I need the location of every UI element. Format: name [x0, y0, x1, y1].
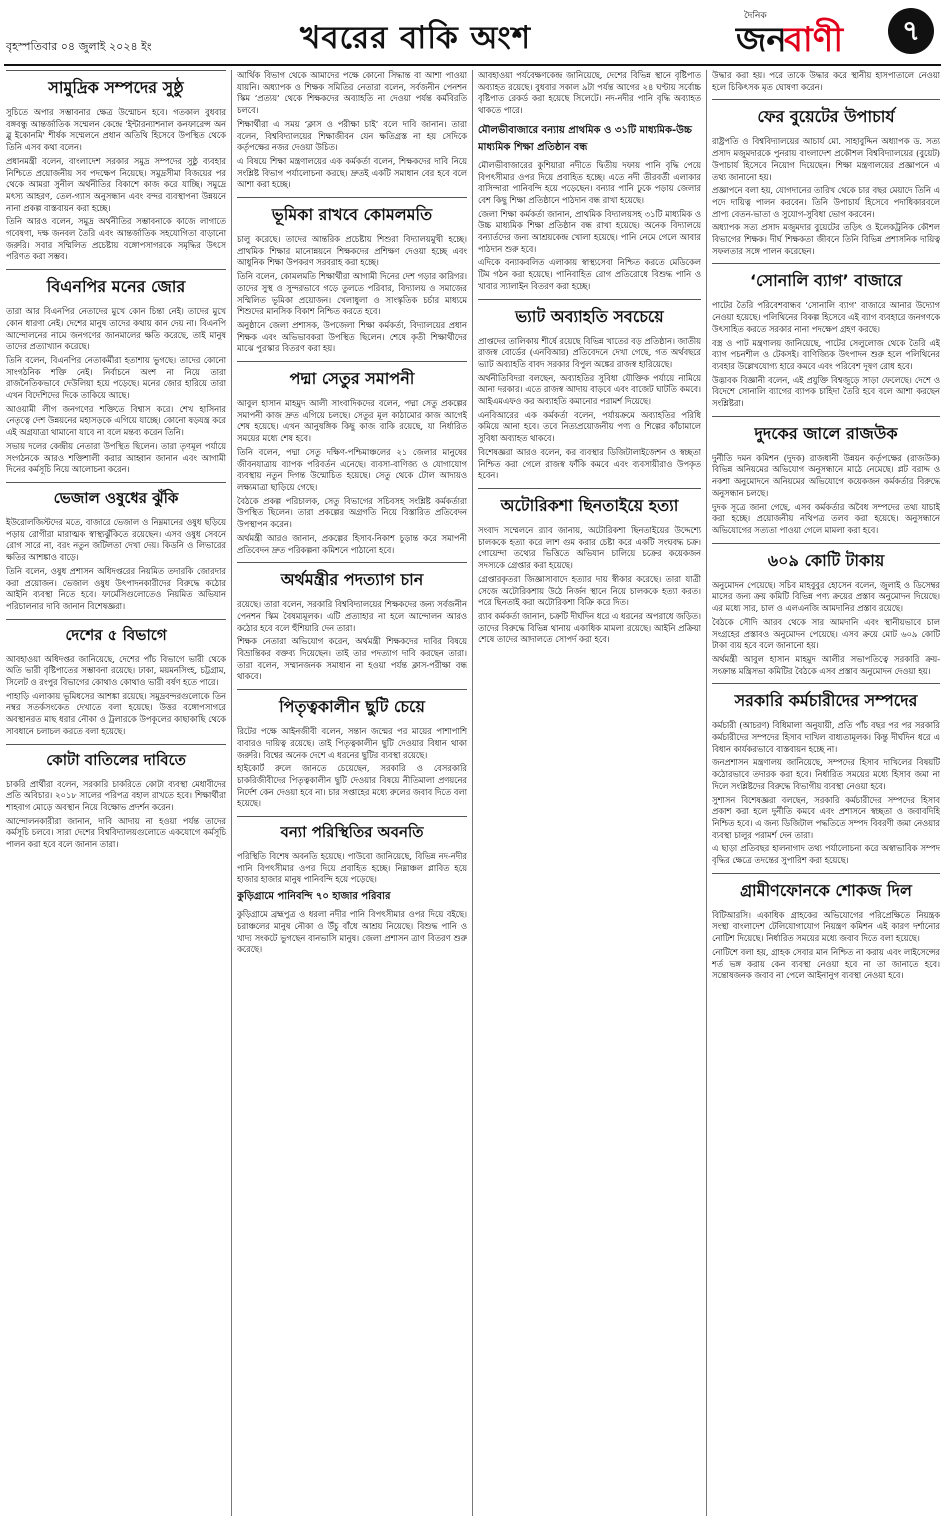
headline: ভূমিকা রাখবে কোমলমতি [237, 197, 467, 234]
paragraph: এদিকে বন্যাকবলিত এলাকায় স্বাস্থ্যসেবা নিশ্চিত করতে মেডিকেল টিম গঠন করা হয়েছে। পানিবাহিত রোগ প্রতিরোধে বিশুদ্ধ পানি ও খাবার স্যালাইন বিতরণ করা হচ্ছে। [478, 257, 701, 291]
paragraph: আবুল হাসান মাহমুদ আলী সাংবাদিকদের বলেন, পদ্মা সেতু প্রকল্পের সমাপনী কাজ দ্রুত এগিয়ে চলছে। সেতুর মূল কাঠামোর কাজ আগেই শেষ হয়েছে। এখন আনুষঙ্গিক কিছু কাজ বাকি রয়েছে, যা নির্ধারিত সময়ের মধ্যে শেষ হবে। [237, 398, 467, 444]
column-2 [237, 70, 467, 1516]
paragraph: নোটিশে বলা হয়, গ্রাহক সেবার মান নিশ্চিত না করায় এবং লাইসেন্সের শর্ত ভঙ্গ করায় কেন ব্যবস্থা নেওয়া হবে না তা জানাতে হবে। সন্তোষজনক জবাব না পেলে আইনানুগ ব্যবস্থা নেওয়া হবে। [712, 946, 940, 981]
article-a5 [6, 744, 226, 851]
paragraph: আন্দোলনকারীরা জানান, দাবি আদায় না হওয়া পর্যন্ত তাদের কর্মসূচি চলবে। সারা দেশের বিশ্ববিদ্যালয়গুলোতে একযোগে কর্মসূচি পালন করা হবে বলে জানান তারা। [6, 815, 226, 850]
paragraph: হাইকোর্ট রুলে জানতে চেয়েছেন, সরকারি ও বেসরকারি চাকরিজীবীদের পিতৃত্বকালীন ছুটি দেওয়ার বিষয়ে নীতিমালা প্রণয়নের নির্দেশ কেন দেওয়া হবে না। চার সপ্তাহের মধ্যে রুলের জবাব দিতে বলা হয়েছে। [237, 763, 467, 809]
headline: গ্রামীণফোনকে শোকজ দিল [712, 873, 940, 910]
paragraph: পরিস্থিতি বিশেষ অবনতি হয়েছে। পাউবো জানিয়েছে, বিভিন্ন নদ-নদীর পানি বিপৎসীমার ওপর দিয়ে প্রবাহিত হচ্ছে। নিম্নাঞ্চল প্লাবিত হয়ে হাজার হাজার মানুষ পানিবন্দি হয়ে পড়েছে। [237, 851, 467, 885]
paragraph: দুর্নীতি দমন কমিশন (দুদক) রাজধানী উন্নয়ন কর্তৃপক্ষের (রাজউক) বিভিন্ন অনিয়মের অভিযোগ অনুসন্ধানে মাঠে নেমেছে। প্লট বরাদ্দ ও নকশা অনুমোদনে অনিয়মের অভিযোগে কয়েকজন কর্মকর্তার বিরুদ্ধে অনুসন্ধান চলছে। [712, 452, 940, 498]
headline: বিএনপির মনের জোর [6, 269, 226, 306]
paragraph: পাটের তৈরি পরিবেশবান্ধব ‘সোনালি ব্যাগ’ বাজারে আনার উদ্যোগ নেওয়া হয়েছে। পলিথিনের বিকল্প হিসেবে এই ব্যাগ ব্যবহারে জনগণকে উৎসাহিত করতে সরকার নানা পদক্ষেপ গ্রহণ করছে। [712, 300, 940, 334]
paragraph: বস্ত্র ও পাট মন্ত্রণালয় জানিয়েছে, পাটের সেলুলোজ থেকে তৈরি এই ব্যাগ পচনশীল ও টেকসই। বাণিজ্যিক উৎপাদন শুরু হলে পলিথিনের ব্যবহার উল্লেখযোগ্য হারে কমবে এবং পরিবেশ দূষণ রোধ হবে। [712, 337, 940, 371]
paragraph: অর্থনীতিবিদরা বলছেন, অব্যাহতির সুবিধা যৌক্তিক পর্যায়ে নামিয়ে আনা দরকার। এতে রাজস্ব আদায় বাড়বে এবং বাজেট ঘাটতি কমবে। আইএমএফও কর অব্যাহতি কমানোর পরামর্শ দিয়েছে। [478, 372, 701, 407]
subheadline: মৌলভীবাজারে বন্যায় প্রাথমিক ও ৩১টি মাধ্যমিক-উচ্চ মাধ্যমিক শিক্ষা প্রতিষ্ঠান বন্ধ [478, 124, 692, 153]
headline: সামুদ্রিক সম্পদের সুষ্ঠু [6, 70, 226, 107]
paragraph: দুদক সূত্রে জানা গেছে, এসব কর্মকর্তার অবৈধ সম্পদের তথ্য যাচাই করা হচ্ছে। প্রয়োজনীয় নথিপত্র তলব করা হয়েছে। অনুসন্ধানে অভিযোগের সত্যতা পাওয়া গেলে মামলা করা হবে। [712, 501, 940, 535]
paragraph: রাষ্ট্রপতি ও বিশ্ববিদ্যালয়ের আচার্য মো. সাহাবুদ্দিন অধ্যাপক ড. সত্য প্রসাদ মজুমদারকে পুনরায় বাংলাদেশ প্রকৌশল বিশ্ববিদ্যালয়ের (বুয়েট) উপাচার্য হিসেবে নিয়োগ দিয়েছেন। শিক্ষা মন্ত্রণালয়ের প্রজ্ঞাপনে এ তথ্য জানানো হয়। [712, 136, 940, 182]
paragraph: ইউরোলজিস্টদের মতে, বাজারে ভেজাল ও নিম্নমানের ওষুধ ছড়িয়ে পড়ায় রোগীরা মারাত্মক স্বাস্থ্যঝুঁকিতে রয়েছেন। এসব ওষুধ সেবনে রোগ সারে না, বরং নতুন জটিলতা দেখা দেয়। কিডনি ও লিভারের ক্ষতির আশঙ্কাও বাড়ে। [6, 516, 226, 563]
headline: দেশের ৫ বিভাগে [6, 619, 226, 654]
article-b5 [237, 689, 467, 810]
logo-prefix: দৈনিক [744, 11, 767, 21]
article-c3 [478, 299, 701, 482]
paragraph: প্রজ্ঞাপনে বলা হয়, যোগদানের তারিখ থেকে চার বছর মেয়াদে তিনি এ পদে দায়িত্ব পালন করবেন। তিনি উপাচার্য হিসেবে পদাধিকারবলে প্রাপ্য বেতন-ভাতা ও সুযোগ-সুবিধা ভোগ করবেন। [712, 185, 940, 219]
paragraph: আওয়ামী লীগ জনগণের শক্তিতে বিশ্বাস করে। শেখ হাসিনার নেতৃত্বে দেশ উন্নয়নের মহাসড়কে এগিয়ে যাচ্ছে। কোনো ষড়যন্ত্র করে এই অগ্রযাত্রা থামানো যাবে না বলে মন্তব্য করেন তিনি। [6, 403, 226, 438]
column-divider [706, 70, 707, 1516]
paragraph: শিক্ষক নেতারা অভিযোগ করেন, অর্থমন্ত্রী শিক্ষকদের দাবির বিষয়ে বিভ্রান্তিকর বক্তব্য দিয়েছেন। তাই তার পদত্যাগ দাবি করছেন তারা। তারা বলেন, সম্মানজনক সমাধান না হওয়া পর্যন্ত ক্লাস-পরীক্ষা বন্ধ থাকবে। [237, 636, 467, 682]
paragraph: অধ্যাপক সত্য প্রসাদ মজুমদার বুয়েটের তড়িৎ ও ইলেকট্রনিক কৌশল বিভাগের শিক্ষক। দীর্ঘ শিক্ষকতা জীবনে তিনি বিভিন্ন প্রশাসনিক দায়িত্ব সফলতার সঙ্গে পালন করেছেন। [712, 222, 940, 256]
paragraph: জেলা শিক্ষা কর্মকর্তা জানান, প্রাথমিক বিদ্যালয়সহ ৩১টি মাধ্যমিক ও উচ্চ মাধ্যমিক শিক্ষা প্রতিষ্ঠান বন্ধ রাখা হয়েছে। অনেক বিদ্যালয়ে বন্যার্তদের জন্য আশ্রয়কেন্দ্র খোলা হয়েছে। পানি নেমে গেলে আবার পাঠদান শুরু হবে। [478, 208, 701, 254]
paragraph: রিটের পক্ষে আইনজীবী বলেন, সন্তান জন্মের পর মায়ের পাশাপাশি বাবারও দায়িত্ব রয়েছে। তাই পিতৃত্বকালীন ছুটি দেওয়ার বিধান থাকা জরুরি। বিশ্বের অনেক দেশে এ ধরনের ছুটির ব্যবস্থা রয়েছে। [237, 726, 467, 760]
paragraph: তিনি বলেন, কোমলমতি শিক্ষার্থীরা আগামী দিনের দেশ গড়ার কারিগর। তাদের সুস্থ ও সুন্দরভাবে গড়ে তুলতে পরিবার, বিদ্যালয় ও সমাজের সম্মিলিত ভূমিকা প্রয়োজন। খেলাধুলা ও সাংস্কৃতিক চর্চার মাধ্যমে শিশুদের মানসিক বিকাশ নিশ্চিত করতে হবে। [237, 271, 467, 317]
article-a1 [6, 70, 226, 263]
paragraph: মৌলভীবাজারের কুশিয়ারা নদীতে দ্বিতীয় দফায় পানি বৃদ্ধি পেয়ে বিপৎসীমার ওপর দিয়ে প্রবাহিত হচ্ছে। এতে নদী তীরবর্তী এলাকার বাসিন্দারা পানিবন্দি হয়ে পড়েছেন। বন্যার পানি ঢুকে পড়ায় জেলার বেশ কিছু শিক্ষা প্রতিষ্ঠানে পাঠদান বন্ধ রাখা হয়েছে। [478, 159, 701, 205]
paragraph: সংবাদ সম্মেলনে র‍্যাব জানায়, অটোরিকশা ছিনতাইয়ের উদ্দেশ্যে চালককে হত্যা করে লাশ গুম করার চেষ্টা করে একটি সংঘবদ্ধ চক্র। গোয়েন্দা তথ্যের ভিত্তিতে অভিযান চালিয়ে চক্রের কয়েকজন সদস্যকে গ্রেপ্তার করা হয়েছে। [478, 524, 701, 571]
paragraph: তিনি বলেন, বিএনপির নেতাকর্মীরা হতাশায় ভুগছে। তাদের কোনো সাংগঠনিক শক্তি নেই। নির্বাচনে অংশ না নিয়ে তারা রাজনৈতিকভাবে দেউলিয়া হয়ে পড়েছে। মনের জোর হারিয়ে তারা এখন বিদেশিদের দিকে তাকিয়ে আছে। [6, 354, 226, 401]
newspaper-logo [732, 6, 940, 58]
paragraph: তিনি আরও বলেন, সমুদ্র অর্থনীতির সম্ভাবনাকে কাজে লাগাতে গবেষণা, দক্ষ জনবল তৈরি এবং আন্তর্জাতিক সহযোগিতা বাড়ানো জরুরি। সবার সম্মিলিত প্রচেষ্টায় বঙ্গোপসাগরকে সমৃদ্ধির উৎসে পরিণত করা সম্ভব। [6, 216, 226, 262]
column-divider [472, 70, 473, 1516]
article-a4 [6, 619, 226, 738]
headline: দুদকের জালে রাজউক [712, 416, 940, 453]
article-c1 [478, 70, 701, 117]
paragraph: অর্থমন্ত্রী আবুল হাসান মাহমুদ আলীর সভাপতিত্বে সরকারি ক্রয়-সংক্রান্ত মন্ত্রিসভা কমিটির বৈঠকে এসব প্রস্তাব অনুমোদন দেওয়া হয়। [712, 653, 940, 676]
headline: অটোরিকশা ছিনতাইয়ে হত্যা [478, 488, 701, 525]
article-c2 [478, 123, 701, 293]
article-b2 [237, 197, 467, 355]
article-a3 [6, 482, 226, 613]
column-1 [6, 70, 226, 1516]
headline: ৬০৯ কোটি টাকায় [712, 543, 940, 580]
paragraph: এনবিআরের এক কর্মকর্তা বলেন, পর্যায়ক্রমে অব্যাহতির পরিধি কমিয়ে আনা হবে। তবে নিত্যপ্রয়োজনীয় পণ্য ও শিল্পের কাঁচামালে সুবিধা অব্যাহত থাকবে। [478, 409, 701, 444]
headline: ‘সোনালি ব্যাগ’ বাজারে [712, 263, 940, 300]
paragraph: বিটিআরসি। একাধিক গ্রাহকের অভিযোগের পরিপ্রেক্ষিতে নিয়ন্ত্রক সংস্থা বাংলাদেশ টেলিযোগাযোগ নিয়ন্ত্রণ কমিশন এই কারণ দর্শানোর নোটিশ দিয়েছে। নির্ধারিত সময়ের মধ্যে জবাব দিতে বলা হয়েছে। [712, 909, 940, 944]
headline: ভ্যাট অব্যাহতি সবচেয়ে [478, 299, 701, 336]
paragraph: উদ্ভাবক বিজ্ঞানী বলেন, এই প্রযুক্তি বিশ্বজুড়ে সাড়া ফেলেছে। দেশে ও বিদেশে সোনালি ব্যাগের ব্যাপক চাহিদা তৈরি হবে বলে আশা করছেন সংশ্লিষ্টরা। [712, 374, 940, 409]
article-b6 [237, 816, 467, 956]
paragraph: কর্মচারী (আচরণ) বিধিমালা অনুযায়ী, প্রতি পাঁচ বছর পর পর সরকারি কর্মচারীদের সম্পদের হিসাব দাখিল বাধ্যতামূলক। কিন্তু দীর্ঘদিন ধরে এ বিধান কার্যকরভাবে বাস্তবায়ন হচ্ছে না। [712, 720, 940, 754]
paragraph: চালু করেছে। তাদের আন্তরিক প্রচেষ্টায় শিশুরা বিদ্যালয়মুখী হচ্ছে। প্রাথমিক শিক্ষার মানোন্নয়নে শিক্ষকদের প্রশিক্ষণ দেওয়া হচ্ছে এবং আধুনিক শিক্ষা উপকরণ সরবরাহ করা হচ্ছে। [237, 234, 467, 268]
paragraph: সভায় দলের কেন্দ্রীয় নেতারা উপস্থিত ছিলেন। তারা তৃণমূল পর্যায়ে সংগঠনকে আরও শক্তিশালী করার আহ্বান জানান এবং আগামী দিনের কর্মসূচি নিয়ে আলোচনা করেন। [6, 440, 226, 475]
article-b3 [237, 361, 467, 556]
paragraph: অনুমোদন পেয়েছে। সচিব মাহবুবুর হোসেন বলেন, জুলাই ও ডিসেম্বর মাসের জন্য ক্রয় কমিটি বিভিন্ন পণ্য ক্রয়ের প্রস্তাব অনুমোদন দিয়েছে। এর মধ্যে সার, চাল ও এলএনজি আমদানির প্রস্তাব রয়েছে। [712, 579, 940, 614]
paragraph: কুড়িগ্রামে ব্রহ্মপুত্র ও ধরলা নদীর পানি বিপৎসীমার ওপর দিয়ে বইছে। চরাঞ্চলের মানুষ নৌকা ও উঁচু বাঁধে আশ্রয় নিয়েছে। বিশুদ্ধ পানি ও খাদ্য সংকটে ভুগছেন বানভাসি মানুষ। জেলা প্রশাসন ত্রাণ বিতরণ শুরু করেছে। [237, 909, 467, 955]
article-a2 [6, 269, 226, 476]
paragraph: বৈঠকে প্রকল্প পরিচালক, সেতু বিভাগের সচিবসহ সংশ্লিষ্ট কর্মকর্তারা উপস্থিত ছিলেন। তারা প্রকল্পের অগ্রগতি নিয়ে বিস্তারিত প্রতিবেদন উপস্থাপন করেন। [237, 495, 467, 530]
column-4 [712, 70, 940, 1516]
article-b1 [237, 70, 467, 191]
column-divider [231, 70, 232, 1516]
paragraph: আবহাওয়া অধিদপ্তর জানিয়েছে, দেশের পাঁচ বিভাগে ভারী থেকে অতি ভারী বৃষ্টিপাতের সম্ভাবনা রয়েছে। ঢাকা, ময়মনসিংহ, চট্টগ্রাম, সিলেট ও রংপুর বিভাগের কোথাও কোথাও ভারী বর্ষণ হতে পারে। [6, 653, 226, 688]
paragraph: অনুষ্ঠানে জেলা প্রশাসক, উপজেলা শিক্ষা কর্মকর্তা, বিদ্যালয়ের প্রধান শিক্ষক এবং অভিভাবকরা উপস্থিত ছিলেন। শেষে কৃতী শিক্ষার্থীদের মাঝে পুরস্কার বিতরণ করা হয়। [237, 319, 467, 354]
paragraph: গ্রেপ্তারকৃতরা জিজ্ঞাসাবাদে হত্যার দায় স্বীকার করেছে। তারা যাত্রী সেজে অটোরিকশায় উঠে নির্জন স্থানে নিয়ে চালককে হত্যা করত। পরে ছিনতাই করা অটোরিকশা বিক্রি করে দিত। [478, 573, 701, 608]
paragraph: বিশেষজ্ঞরা আরও বলেন, কর ব্যবস্থার ডিজিটালাইজেশন ও স্বচ্ছতা নিশ্চিত করা গেলে রাজস্ব ফাঁকি কমবে এবং ব্যবসায়ীরাও উপকৃত হবেন। [478, 446, 701, 481]
paragraph: পাহাড়ি এলাকায় ভূমিধসের আশঙ্কা রয়েছে। সমুদ্রবন্দরগুলোকে তিন নম্বর সতর্কসংকেত দেখাতে বলা হয়েছে। উত্তর বঙ্গোপসাগরে অবস্থানরত মাছ ধরার নৌকা ও ট্রলারকে উপকূলের কাছাকাছি থেকে সাবধানে চলাচল করতে বলা হয়েছে। [6, 690, 226, 736]
headline: পিতৃত্বকালীন ছুটি চেয়ে [237, 689, 467, 726]
paragraph: আবহাওয়া পর্যবেক্ষণকেন্দ্র জানিয়েছে, দেশের বিভিন্ন স্থানে বৃষ্টিপাত অব্যাহত রয়েছে। বুধবার সকাল ৯টা পর্যন্ত আগের ২৪ ঘণ্টায় সর্বোচ্চ বৃষ্টিপাত রেকর্ড করা হয়েছে সিলেটে। নদ-নদীর পানি বৃদ্ধি অব্যাহত থাকতে পারে। [478, 70, 701, 116]
article-d5 [712, 543, 940, 678]
headline: পদ্মা সেতুর সমাপনী [237, 361, 467, 398]
paragraph: এ বিষয়ে শিক্ষা মন্ত্রণালয়ের এক কর্মকর্তা বলেন, শিক্ষকদের দাবি নিয়ে সংশ্লিষ্ট বিভাগ পর্যালোচনা করছে। দ্রুতই একটি সমাধান বের হবে বলে আশা করা হচ্ছে। [237, 155, 467, 190]
page-title: খবরের বাকি অংশ [300, 20, 532, 56]
paragraph: এ ছাড়া প্রতিবছর হালনাগাদ তথ্য পর্যালোচনা করে অস্বাভাবিক সম্পদ বৃদ্ধির ক্ষেত্রে তদন্তের সুপারিশ করা হয়েছে। [712, 843, 940, 866]
headline: ফের বুয়েটের উপাচার্য [712, 99, 940, 136]
article-d6 [712, 683, 940, 866]
article-d7 [712, 873, 940, 982]
paragraph: জনপ্রশাসন মন্ত্রণালয় জানিয়েছে, সম্পদের হিসাব দাখিলের বিষয়টি কঠোরভাবে তদারক করা হবে। নির্ধারিত সময়ের মধ্যে হিসাব জমা না দিলে সংশ্লিষ্টদের বিরুদ্ধে বিভাগীয় ব্যবস্থা নেওয়া হবে। [712, 757, 940, 791]
subheadline: কুড়িগ্রামে পানিবন্দি ৭০ হাজার পরিবার [237, 891, 391, 903]
paragraph: সুচিতে অপার সম্ভাবনার ক্ষেত্র উন্মোচন হবে। গতকাল বুধবার বঙ্গবন্ধু আন্তর্জাতিক সম্মেলন কেন্দ্রে 'ইন্টারন্যাশনাল কনফারেন্স অন ব্লু ইকোনমি' শীর্ষক সম্মেলনে প্রধান অতিথি হিসেবে উপস্থিত থেকে তিনি এসব কথা বলেন। [6, 107, 226, 153]
logo-part-2: বাণী [784, 20, 844, 60]
paragraph: অর্থমন্ত্রী আরও জানান, প্রকল্পের হিসাব-নিকাশ চূড়ান্ত করে সমাপনী প্রতিবেদন দ্রুত পরিকল্পনা কমিশনে পাঠানো হবে। [237, 532, 467, 555]
paragraph: আর্থিক বিভাগ থেকে আমাদের পক্ষে কোনো সিদ্ধান্ত বা আশা পাওয়া যায়নি। অধ্যাপক ও শিক্ষক সমিতির নেতারা বলেন, সর্বজনীন পেনশন স্কিম ‘প্রত্যয়’ থেকে শিক্ষকদের অব্যাহতি না দেওয়া পর্যন্ত কর্মবিরতি চলবে। [237, 70, 467, 116]
article-c4 [478, 488, 701, 646]
page-number-badge: ৭ [888, 8, 934, 54]
headline: বন্যা পরিস্থিতির অবনতি [237, 816, 467, 851]
paragraph: বৈঠকে সৌদি আরব থেকে সার আমদানি এবং স্থানীয়ভাবে চাল সংগ্রহের প্রস্তাবও অনুমোদন পেয়েছে। এসব ক্রয়ে মোট ৬০৯ কোটি টাকা ব্যয় হবে বলে জানানো হয়। [712, 616, 940, 651]
headline: কোটা বাতিলের দাবিতে [6, 744, 226, 779]
logo-part-1: জন [736, 20, 787, 60]
paragraph: প্রাপ্তদের তালিকায় শীর্ষে রয়েছে বিভিন্ন খাতের বড় প্রতিষ্ঠান। জাতীয় রাজস্ব বোর্ডের (এনবিআর) প্রতিবেদনে দেখা গেছে, গত অর্থবছরে ভ্যাট অব্যাহতি বাবদ সরকার বিপুল অঙ্কের রাজস্ব হারিয়েছে। [478, 335, 701, 369]
issue-date: বৃহস্পতিবার ০৪ জুলাই ২০২৪ ইং [6, 40, 152, 53]
headline: সরকারি কর্মচারীদের সম্পদের [712, 683, 940, 720]
paragraph: তিনি বলেন, পদ্মা সেতু দক্ষিণ-পশ্চিমাঞ্চলের ২১ জেলার মানুষের জীবনযাত্রায় ব্যাপক পরিবর্তন এনেছে। ব্যবসা-বাণিজ্য ও যোগাযোগ ব্যবস্থায় নতুন দিগন্ত উন্মোচিত হয়েছে। সেতু থেকে টোল আদায়ও লক্ষ্যমাত্রা ছাড়িয়ে গেছে। [237, 446, 467, 492]
paragraph: তারা আর বিএনপির নেতাদের মুখে কোন চিন্তা নেই। তাদের মুখে কোন ধারণা নেই। দেশের মানুষ তাদের কথায় কান দেয় না। বিএনপি আন্দোলনের নামে জনগণের জানমালের ক্ষতি করেছে, তাই মানুষ তাদের প্রত্যাখ্যান করেছে। [6, 306, 226, 352]
article-d1 [712, 70, 940, 93]
article-b4 [237, 562, 467, 683]
paragraph: প্রধানমন্ত্রী বলেন, বাংলাদেশ সরকার সমুদ্র সম্পদের সুষ্ঠু ব্যবহার নিশ্চিতে প্রয়োজনীয় সব পদক্ষেপ নিয়েছে। সমুদ্রসীমা বিজয়ের পর থেকে আমরা সুনীল অর্থনীতির বিকাশে কাজ করে যাচ্ছি। সমুদ্রে মৎস্য আহরণ, তেল-গ্যাস অনুসন্ধান এবং বন্দর ব্যবস্থাপনা উন্নয়নে নানা প্রকল্প বাস্তবায়ন করা হচ্ছে। [6, 155, 226, 213]
paragraph: তিনি বলেন, ওষুধ প্রশাসন অধিদপ্তরের নিয়মিত তদারকি জোরদার করা প্রয়োজন। ভেজাল ওষুধ উৎপাদনকারীদের বিরুদ্ধে কঠোর আইনি ব্যবস্থা নিতে হবে। ফার্মেসিগুলোতেও নিয়মিত অভিযান পরিচালনার দাবি জানান বিশেষজ্ঞরা। [6, 565, 226, 611]
paragraph: র‍্যাব কর্মকর্তা জানান, চক্রটি দীর্ঘদিন ধরে এ ধরনের অপরাধে জড়িত। তাদের বিরুদ্ধে বিভিন্ন থানায় একাধিক মামলা রয়েছে। আইনি প্রক্রিয়া শেষে তাদের আদালতে সোপর্দ করা হবে। [478, 610, 701, 645]
article-d2 [712, 99, 940, 257]
article-d3 [712, 263, 940, 409]
headline: অর্থমন্ত্রীর পদত্যাগ চান [237, 562, 467, 599]
article-d4 [712, 416, 940, 537]
paragraph: রয়েছে। তারা বলেন, সরকারি বিশ্ববিদ্যালয়ের শিক্ষকদের জন্য সর্বজনীন পেনশন স্কিম বৈষম্যমূলক। এটি প্রত্যাহার না হলে আন্দোলন আরও কঠোর হবে বলে হুঁশিয়ারি দেন তারা। [237, 599, 467, 633]
paragraph: চাকরি প্রার্থীরা বলেন, সরকারি চাকরিতে কোটা ব্যবস্থা মেধাবীদের প্রতি অবিচার। ২০১৮ সালের পরিপত্র বহাল রাখতে হবে। শিক্ষার্থীরা শাহবাগ মোড়ে অবস্থান নিয়ে বিক্ষোভ প্রদর্শন করেন। [6, 778, 226, 812]
masthead-rule [4, 64, 941, 66]
column-3 [478, 70, 701, 1516]
masthead [0, 0, 945, 64]
headline: ভেজাল ওষুধের ঝুঁকি [6, 482, 226, 517]
paragraph: সুশাসন বিশেষজ্ঞরা বলছেন, সরকারি কর্মচারীদের সম্পদের হিসাব প্রকাশ করা হলে দুর্নীতি কমবে এবং প্রশাসনে স্বচ্ছতা ও জবাবদিহি নিশ্চিত হবে। এ জন্য ডিজিটাল পদ্ধতিতে সম্পদ বিবরণী জমা নেওয়ার ব্যবস্থা চালুর পরামর্শ দেন তারা। [712, 794, 940, 840]
paragraph: উদ্ধার করা হয়। পরে তাকে উদ্ধার করে স্থানীয় হাসপাতালে নেওয়া হলে চিকিৎসক মৃত ঘোষণা করেন। [712, 70, 940, 92]
paragraph: শিক্ষার্থীরা এ সময় ‘ক্লাস ও পরীক্ষা চাই’ বলে দাবি জানান। তারা বলেন, বিশ্ববিদ্যালয়ের শিক্ষাজীবন যেন ক্ষতিগ্রস্ত না হয় সেদিকে কর্তৃপক্ষের নজর দেওয়া উচিত। [237, 118, 467, 153]
